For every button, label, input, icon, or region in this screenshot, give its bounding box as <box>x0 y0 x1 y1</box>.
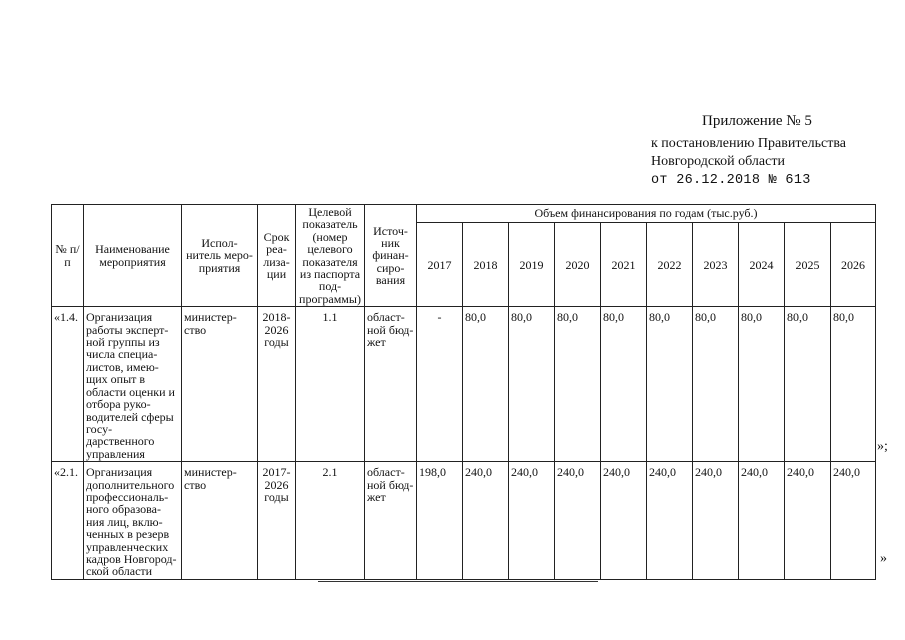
region-line: Новгородской области <box>651 154 785 169</box>
year-header: 2021 <box>601 223 647 307</box>
year-header: 2022 <box>647 223 693 307</box>
row-name: Организация дополнительного профессиональ-ного образова-ния лиц, вклю-ченных в резерв управленческих кадров Новгород-ской области <box>84 462 182 580</box>
row-value: 80,0 <box>601 307 647 462</box>
col-header-executor: Испол-нитель меро-приятия <box>182 205 258 307</box>
resolution-line: к постановлению Правительства <box>651 136 847 151</box>
year-header: 2018 <box>463 223 509 307</box>
year-header: 2026 <box>831 223 876 307</box>
year-header: 2023 <box>693 223 739 307</box>
col-header-term: Срок реа-лиза-ции <box>258 205 296 307</box>
row-value: 80,0 <box>509 307 555 462</box>
row-value: 240,0 <box>785 462 831 580</box>
row-value: 240,0 <box>509 462 555 580</box>
row-value: 80,0 <box>647 307 693 462</box>
row-executor: министер-ство <box>182 462 258 580</box>
row-name: Организация работы эксперт-ной группы из числа специа-листов, имею-щих опыт в области оценки и отбора руко-водителей сферы госу-дарственного управления <box>84 307 182 462</box>
row-number: «1.4. <box>52 307 84 462</box>
row-value: 80,0 <box>693 307 739 462</box>
col-header-number: № п/п <box>52 205 84 307</box>
year-header: 2024 <box>739 223 785 307</box>
financing-table <box>51 204 876 580</box>
divider-line <box>318 581 598 582</box>
row-value: 80,0 <box>555 307 601 462</box>
row-value: 80,0 <box>831 307 876 462</box>
closing-quote-row2: » <box>880 551 887 566</box>
appendix-title: Приложение № 5 <box>702 113 812 129</box>
col-header-target: Целевой показатель (номер целевого показателя из паспорта под-программы) <box>296 205 365 307</box>
row-value: 240,0 <box>831 462 876 580</box>
row-value: 240,0 <box>739 462 785 580</box>
table-row <box>52 462 876 580</box>
col-header-name: Наименование мероприятия <box>84 205 182 307</box>
table-row <box>52 307 876 462</box>
closing-quote-row1: »; <box>877 439 888 454</box>
row-source: област-ной бюд-жет <box>365 462 417 580</box>
row-value: 240,0 <box>693 462 739 580</box>
year-header: 2019 <box>509 223 555 307</box>
col-header-source: Источ-ник финан-сиро-вания <box>365 205 417 307</box>
row-term: 2017-2026 годы <box>258 462 296 580</box>
row-number: «2.1. <box>52 462 84 580</box>
year-header: 2017 <box>417 223 463 307</box>
row-executor: министер-ство <box>182 307 258 462</box>
row-value: 240,0 <box>555 462 601 580</box>
row-value: 80,0 <box>785 307 831 462</box>
resolution-date-line: от 26.12.2018 № 613 <box>651 173 811 188</box>
col-header-financing: Объем финансирования по годам (тыс.руб.) <box>417 205 876 223</box>
row-value: 240,0 <box>463 462 509 580</box>
row-value: 240,0 <box>647 462 693 580</box>
year-header: 2020 <box>555 223 601 307</box>
row-value: - <box>417 307 463 462</box>
row-target: 2.1 <box>296 462 365 580</box>
row-value: 80,0 <box>739 307 785 462</box>
row-value: 240,0 <box>601 462 647 580</box>
row-target: 1.1 <box>296 307 365 462</box>
row-term: 2018-2026 годы <box>258 307 296 462</box>
row-source: област-ной бюд-жет <box>365 307 417 462</box>
row-value: 198,0 <box>417 462 463 580</box>
year-header: 2025 <box>785 223 831 307</box>
row-value: 80,0 <box>463 307 509 462</box>
